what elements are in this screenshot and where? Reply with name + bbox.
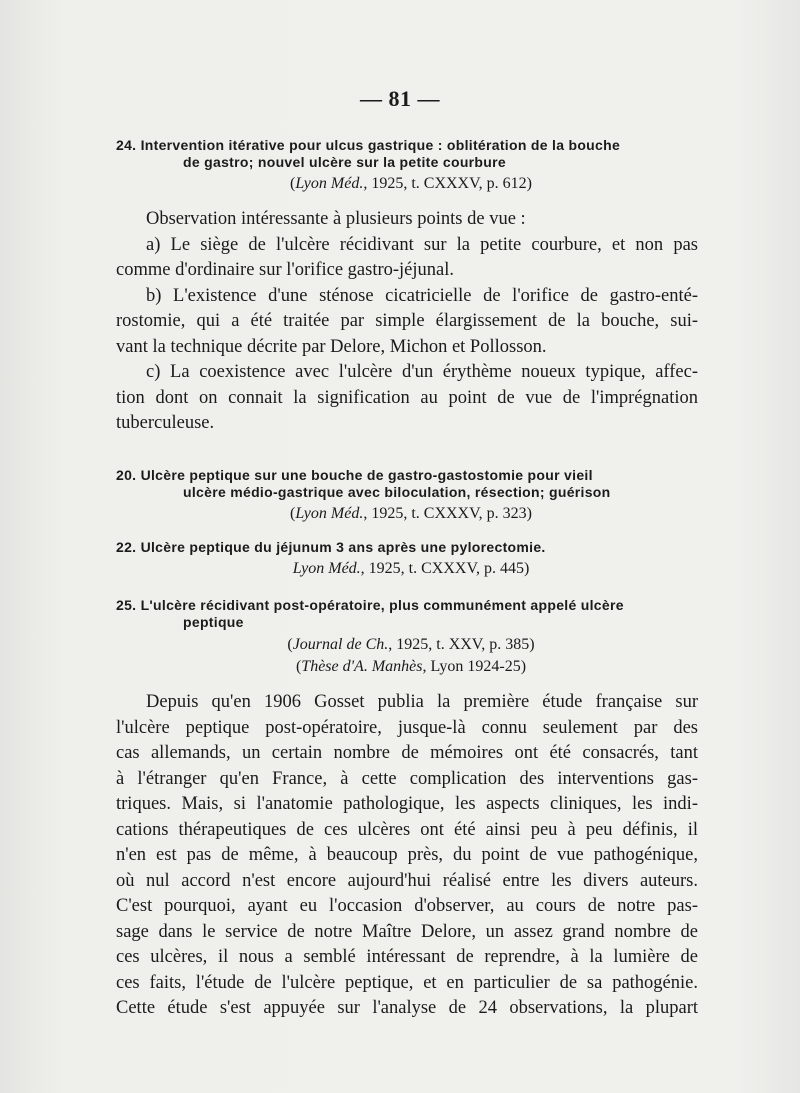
entry-reference: (Lyon Méd., 1925, t. CXXXV, p. 323)	[290, 505, 532, 522]
text-line: à l'étranger qu'en France, à cette complication des interventions gas-	[116, 768, 698, 789]
text-line: b) L'existence d'une sténose cicatricielle de l'orifice de gastro-enté-	[146, 285, 698, 306]
text-line: Depuis qu'en 1906 Gosset publia la première étude française sur	[146, 692, 698, 712]
entry-number: 20.	[116, 467, 137, 483]
text-line: rostomie, qui a été traitée par simple élargissement de la bouche, sui-	[116, 311, 698, 331]
reference-details: , 1925, t. CXXXV, p. 612)	[363, 175, 532, 192]
text-line: comme d'ordinaire sur l'orifice gastro-jéjunal.	[116, 260, 455, 280]
entry-title	[116, 137, 706, 171]
page-number: — 81 —	[360, 86, 440, 111]
entry-reference: (Thèse d'A. Manhès, Lyon 1924-25)	[295, 658, 527, 675]
text-line: vant la technique décrite par Delore, Michon et Pollosson.	[116, 336, 547, 357]
text-line: cations thérapeutiques de ces ulcères ont été ainsi peu à peu définis, il	[116, 819, 698, 840]
text-line: l'ulcère peptique post-opératoire, jusque-là connu seulement par des	[116, 717, 698, 738]
text-line: C'est pourquoi, ayant eu l'occasion d'observer, au cours de notre pas-	[116, 896, 698, 916]
text-line: n'en est pas de même, à beaucoup près, du point de vue pathogénique,	[116, 845, 698, 865]
entry-reference	[116, 558, 706, 580]
text-line: où nul accord n'est encore aujourd'hui réalisé entre les divers auteurs.	[116, 870, 698, 891]
text-line: sage dans le service de notre Maître Delore, un assez grand nombre de	[116, 921, 698, 942]
entry-title	[116, 539, 706, 556]
text-line: tuberculeuse.	[116, 413, 215, 433]
entry-title	[116, 597, 706, 631]
entry-number: 25.	[116, 597, 137, 613]
entry-title	[116, 467, 706, 501]
observation-block	[116, 207, 698, 437]
text-line: tion dont on connait la signification au point de vue de l'imprégnation	[116, 387, 698, 408]
reference-details: , 1925, t. CXXXV, p. 323)	[363, 505, 532, 522]
text-line: c) La coexistence avec l'ulcère d'un érythème noueux typique, affec-	[146, 362, 698, 382]
text-line: cas allemands, un certain nombre de mémoires ont été consacrés, tant	[116, 743, 698, 763]
bibliography-entry-25	[116, 597, 706, 678]
bibliography-entry-20	[116, 467, 706, 525]
entry-title-line: Ulcère peptique sur une bouche de gastro-gastostomie pour vieil	[140, 467, 593, 483]
journal-name: Lyon Méd.	[292, 560, 361, 577]
journal-name: Thèse d'A. Manhès	[301, 658, 423, 675]
entry-reference: (Lyon Méd., 1925, t. CXXXV, p. 612)	[290, 175, 532, 192]
entry-title-line: ulcère médio-gastrique avec biloculation, résection; guérison	[183, 484, 611, 500]
reference-details: , 1925, t. CXXXV, p. 445)	[360, 560, 530, 577]
text-line: triques. Mais, si l'anatomie pathologique, les aspects cliniques, les indi-	[116, 794, 698, 814]
entry-title-line: Intervention itérative pour ulcus gastrique : oblitération de la bouche	[140, 137, 621, 153]
reference-details: , 1925, t. XXV, p. 385)	[388, 636, 535, 653]
main-paragraph	[116, 690, 698, 1022]
entry-title-line: de gastro; nouvel ulcère sur la petite courbure	[183, 154, 506, 170]
bibliography-entry-22	[116, 539, 706, 580]
journal-name: Lyon Méd.	[295, 505, 364, 522]
journal-name: Lyon Méd.	[295, 175, 364, 192]
text-line: ces ulcères, il nous a semblé intéressant de reprendre, à la lumière de	[116, 947, 698, 967]
entry-title-line: peptique	[183, 614, 244, 630]
journal-name: Journal de Ch.	[292, 636, 389, 653]
entry-title-line: Ulcère peptique du jéjunum 3 ans après une pylorectomie.	[140, 539, 546, 555]
entry-reference: (Journal de Ch., 1925, t. XXV, p. 385)	[287, 636, 535, 653]
bibliography-entry-24	[116, 137, 706, 195]
text-line: Observation intéressante à plusieurs points de vue :	[146, 209, 526, 229]
entry-number: 22.	[116, 539, 137, 555]
text-line: ces faits, l'étude de l'ulcère peptique, et en particulier de sa pathogénie.	[116, 972, 698, 993]
entry-title-line: L'ulcère récidivant post-opératoire, plus communément appelé ulcère	[140, 597, 624, 613]
entry-number: 24.	[116, 137, 137, 153]
text-line: Cette étude s'est appuyée sur l'analyse de 24 observations, la plupart	[116, 998, 698, 1018]
text-line: a) Le siège de l'ulcère récidivant sur la petite courbure, et non pas	[146, 234, 698, 255]
reference-details: , Lyon 1924-25)	[422, 658, 527, 675]
